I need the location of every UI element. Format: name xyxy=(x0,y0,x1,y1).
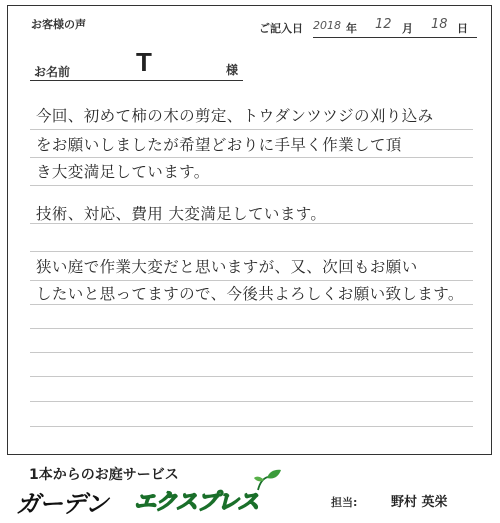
staff-name: 野村 英栄 xyxy=(391,495,448,510)
date-day-unit: 日 xyxy=(457,22,468,35)
company-catchphrase: 1本からのお庭サービス xyxy=(29,467,179,483)
comment-line: をお願いしましたが希望どおりに手早く作業して頂 xyxy=(36,136,402,154)
staff-label: 担当: xyxy=(331,496,358,509)
logo-sub-text: エクスプレス xyxy=(134,490,259,515)
ruled-line xyxy=(30,251,473,252)
date-year-value: 2018 xyxy=(313,19,341,32)
date-field xyxy=(259,17,477,40)
comment-line: 技術、対応、費用 大変満足しています。 xyxy=(36,205,327,223)
ruled-line xyxy=(30,304,473,305)
name-label: お名前 xyxy=(34,65,71,79)
ruled-line xyxy=(30,401,473,402)
customer-name-value: T xyxy=(136,47,152,77)
form-title: お客様の声 xyxy=(31,18,86,31)
date-year-unit: 年 xyxy=(346,22,357,35)
leaf-icon xyxy=(254,468,282,492)
name-underline xyxy=(30,80,243,81)
comment-line: 狭い庭で作業大変だと思いますが、又、次回もお願い xyxy=(36,258,418,276)
comment-line: 今回、初めて柿の木の剪定、トウダンツツジの刈り込み xyxy=(36,107,434,125)
feedback-form-frame xyxy=(7,5,492,455)
ruled-line xyxy=(30,280,473,281)
ruled-line xyxy=(30,129,473,130)
ruled-line xyxy=(30,157,473,158)
date-month-value: 12 xyxy=(375,17,392,32)
ruled-line xyxy=(30,185,473,186)
ruled-line xyxy=(30,328,473,329)
comment-line: したいと思ってますので、今後共よろしくお願い致します。 xyxy=(36,285,464,303)
name-honorific: 様 xyxy=(226,63,239,77)
ruled-line xyxy=(30,376,473,377)
ruled-line xyxy=(30,352,473,353)
date-month-unit: 月 xyxy=(402,22,413,35)
comment-line: き大変満足しています。 xyxy=(36,163,210,181)
company-logo xyxy=(16,482,276,516)
date-underline xyxy=(313,37,477,38)
date-label: ご記入日 xyxy=(259,22,303,35)
date-day-value: 18 xyxy=(431,17,448,32)
ruled-line xyxy=(30,426,473,427)
logo-main-text: ガーデン xyxy=(16,490,108,518)
